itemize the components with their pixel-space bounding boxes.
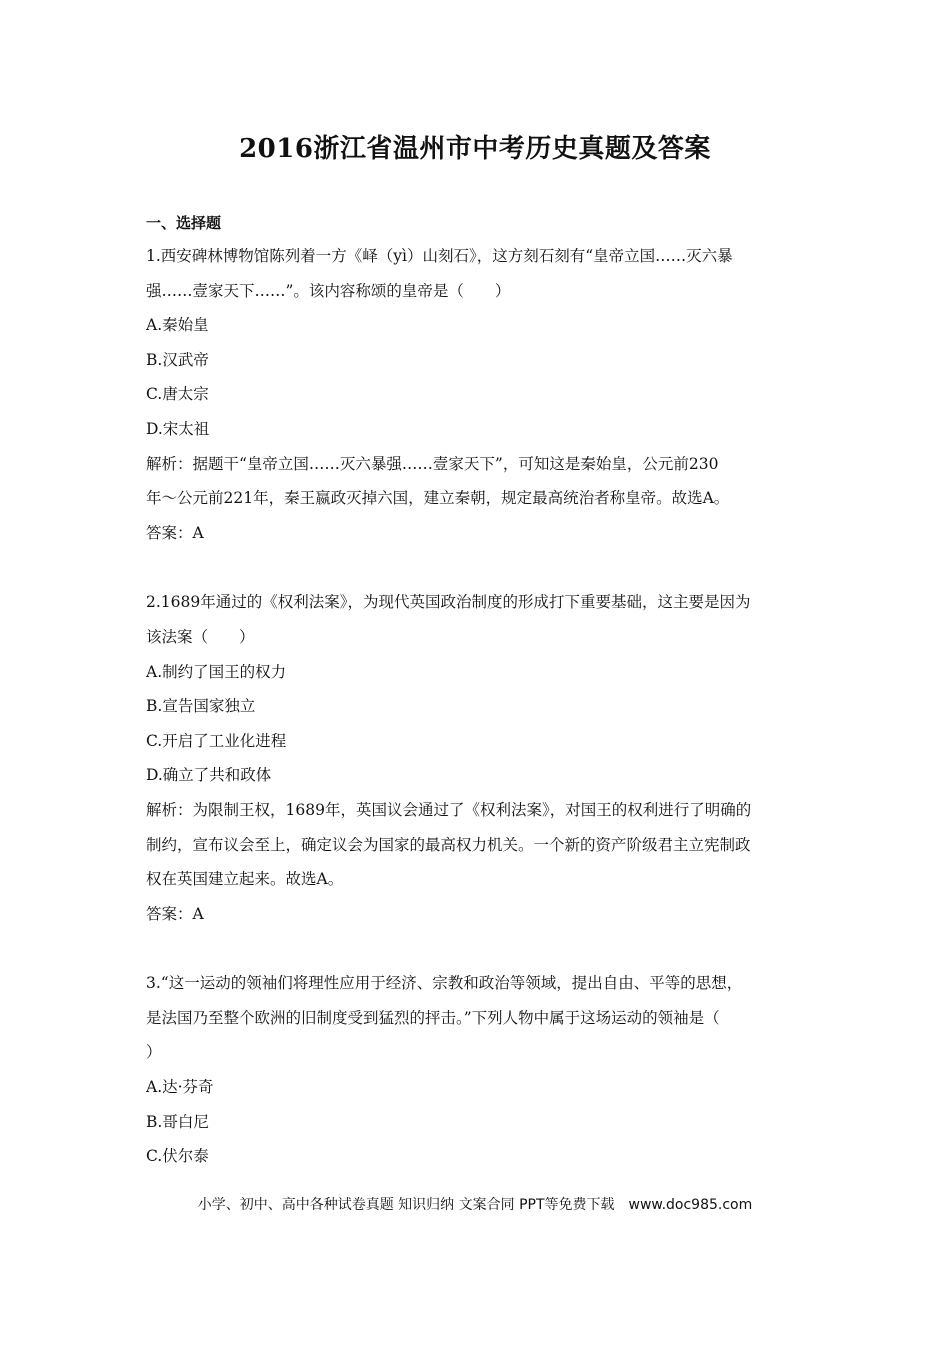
question-1-stem-line-1: 1.西安碑林博物馆陈列着一方《峄（yì）山刻石》，这方刻石刻有“皇帝立国……灭六暴 — [146, 247, 733, 265]
question-2-answer: 答案：A — [146, 904, 204, 923]
question-3-option-a: A.达·芬奇 — [146, 1078, 214, 1097]
section-heading: 一、选择题 — [146, 214, 222, 232]
question-2-option-c: C.开启了工业化进程 — [146, 731, 287, 750]
question-2-analysis-line-1: 解析：为限制王权，1689年，英国议会通过了《权利法案》，对国王的权利进行了明确的 — [146, 800, 752, 819]
document-title: 2016浙江省温州市中考历史真题及答案 — [239, 134, 711, 164]
question-1-option-c: C.唐太宗 — [146, 385, 209, 404]
question-3-option-c: C.伏尔泰 — [146, 1147, 209, 1166]
question-2 — [146, 588, 814, 934]
question-2-option-b: B.宣告国家独立 — [146, 697, 256, 716]
question-2-stem-line-2: 该法案（ ） — [146, 627, 255, 646]
question-1-analysis-line-2: 年～公元前221年，秦王嬴政灭掉六国，建立秦朝，规定最高统治者称皇帝。故选A。 — [146, 489, 730, 508]
question-3-stem-line-3: ） — [146, 1043, 162, 1062]
question-2-stem-line-1: 2.1689年通过的《权利法案》，为现代英国政治制度的形成打下重要基础，这主要是因为 — [146, 593, 751, 612]
question-2-option-d: D.确立了共和政体 — [146, 766, 272, 785]
question-3-stem-line-1: 3.“这一运动的领袖们将理性应用于经济、宗教和政治等领域，提出自由、平等的思想， — [146, 974, 743, 993]
questions-body — [146, 242, 814, 1177]
question-spacer — [146, 553, 814, 588]
question-1-analysis-line-1: 解析：据题干“皇帝立国……灭六暴强……壹家天下”，可知这是秦始皇，公元前230 — [146, 454, 719, 473]
question-1-answer: 答案：A — [146, 523, 204, 542]
question-2-analysis-line-3: 权在英国建立起来。故选A。 — [146, 870, 344, 889]
question-1-option-b: B.汉武帝 — [146, 350, 209, 369]
question-3-stem-line-2: 是法国乃至整个欧洲的旧制度受到猛烈的抨击。”下列人物中属于这场运动的领袖是（ — [146, 1008, 720, 1027]
question-1-option-d: D.宋太祖 — [146, 419, 210, 438]
page-footer: 小学、初中、高中各种试卷真题 知识归纳 文案合同 PPT等免费下载 www.doc985.com — [197, 1197, 753, 1213]
question-3 — [146, 969, 814, 1177]
question-spacer — [146, 934, 814, 969]
question-1-stem-line-2: 强……壹家天下……”。该内容称颂的皇帝是（ ） — [146, 281, 511, 300]
question-1 — [146, 242, 814, 553]
question-1-option-a: A.秦始皇 — [146, 316, 209, 335]
question-3-option-b: B.哥白尼 — [146, 1112, 209, 1131]
question-2-option-a: A.制约了国王的权力 — [146, 662, 287, 681]
question-2-analysis-line-2: 制约，宣布议会至上，确定议会为国家的最高权力机关。一个新的资产阶级君主立宪制政 — [146, 835, 751, 854]
